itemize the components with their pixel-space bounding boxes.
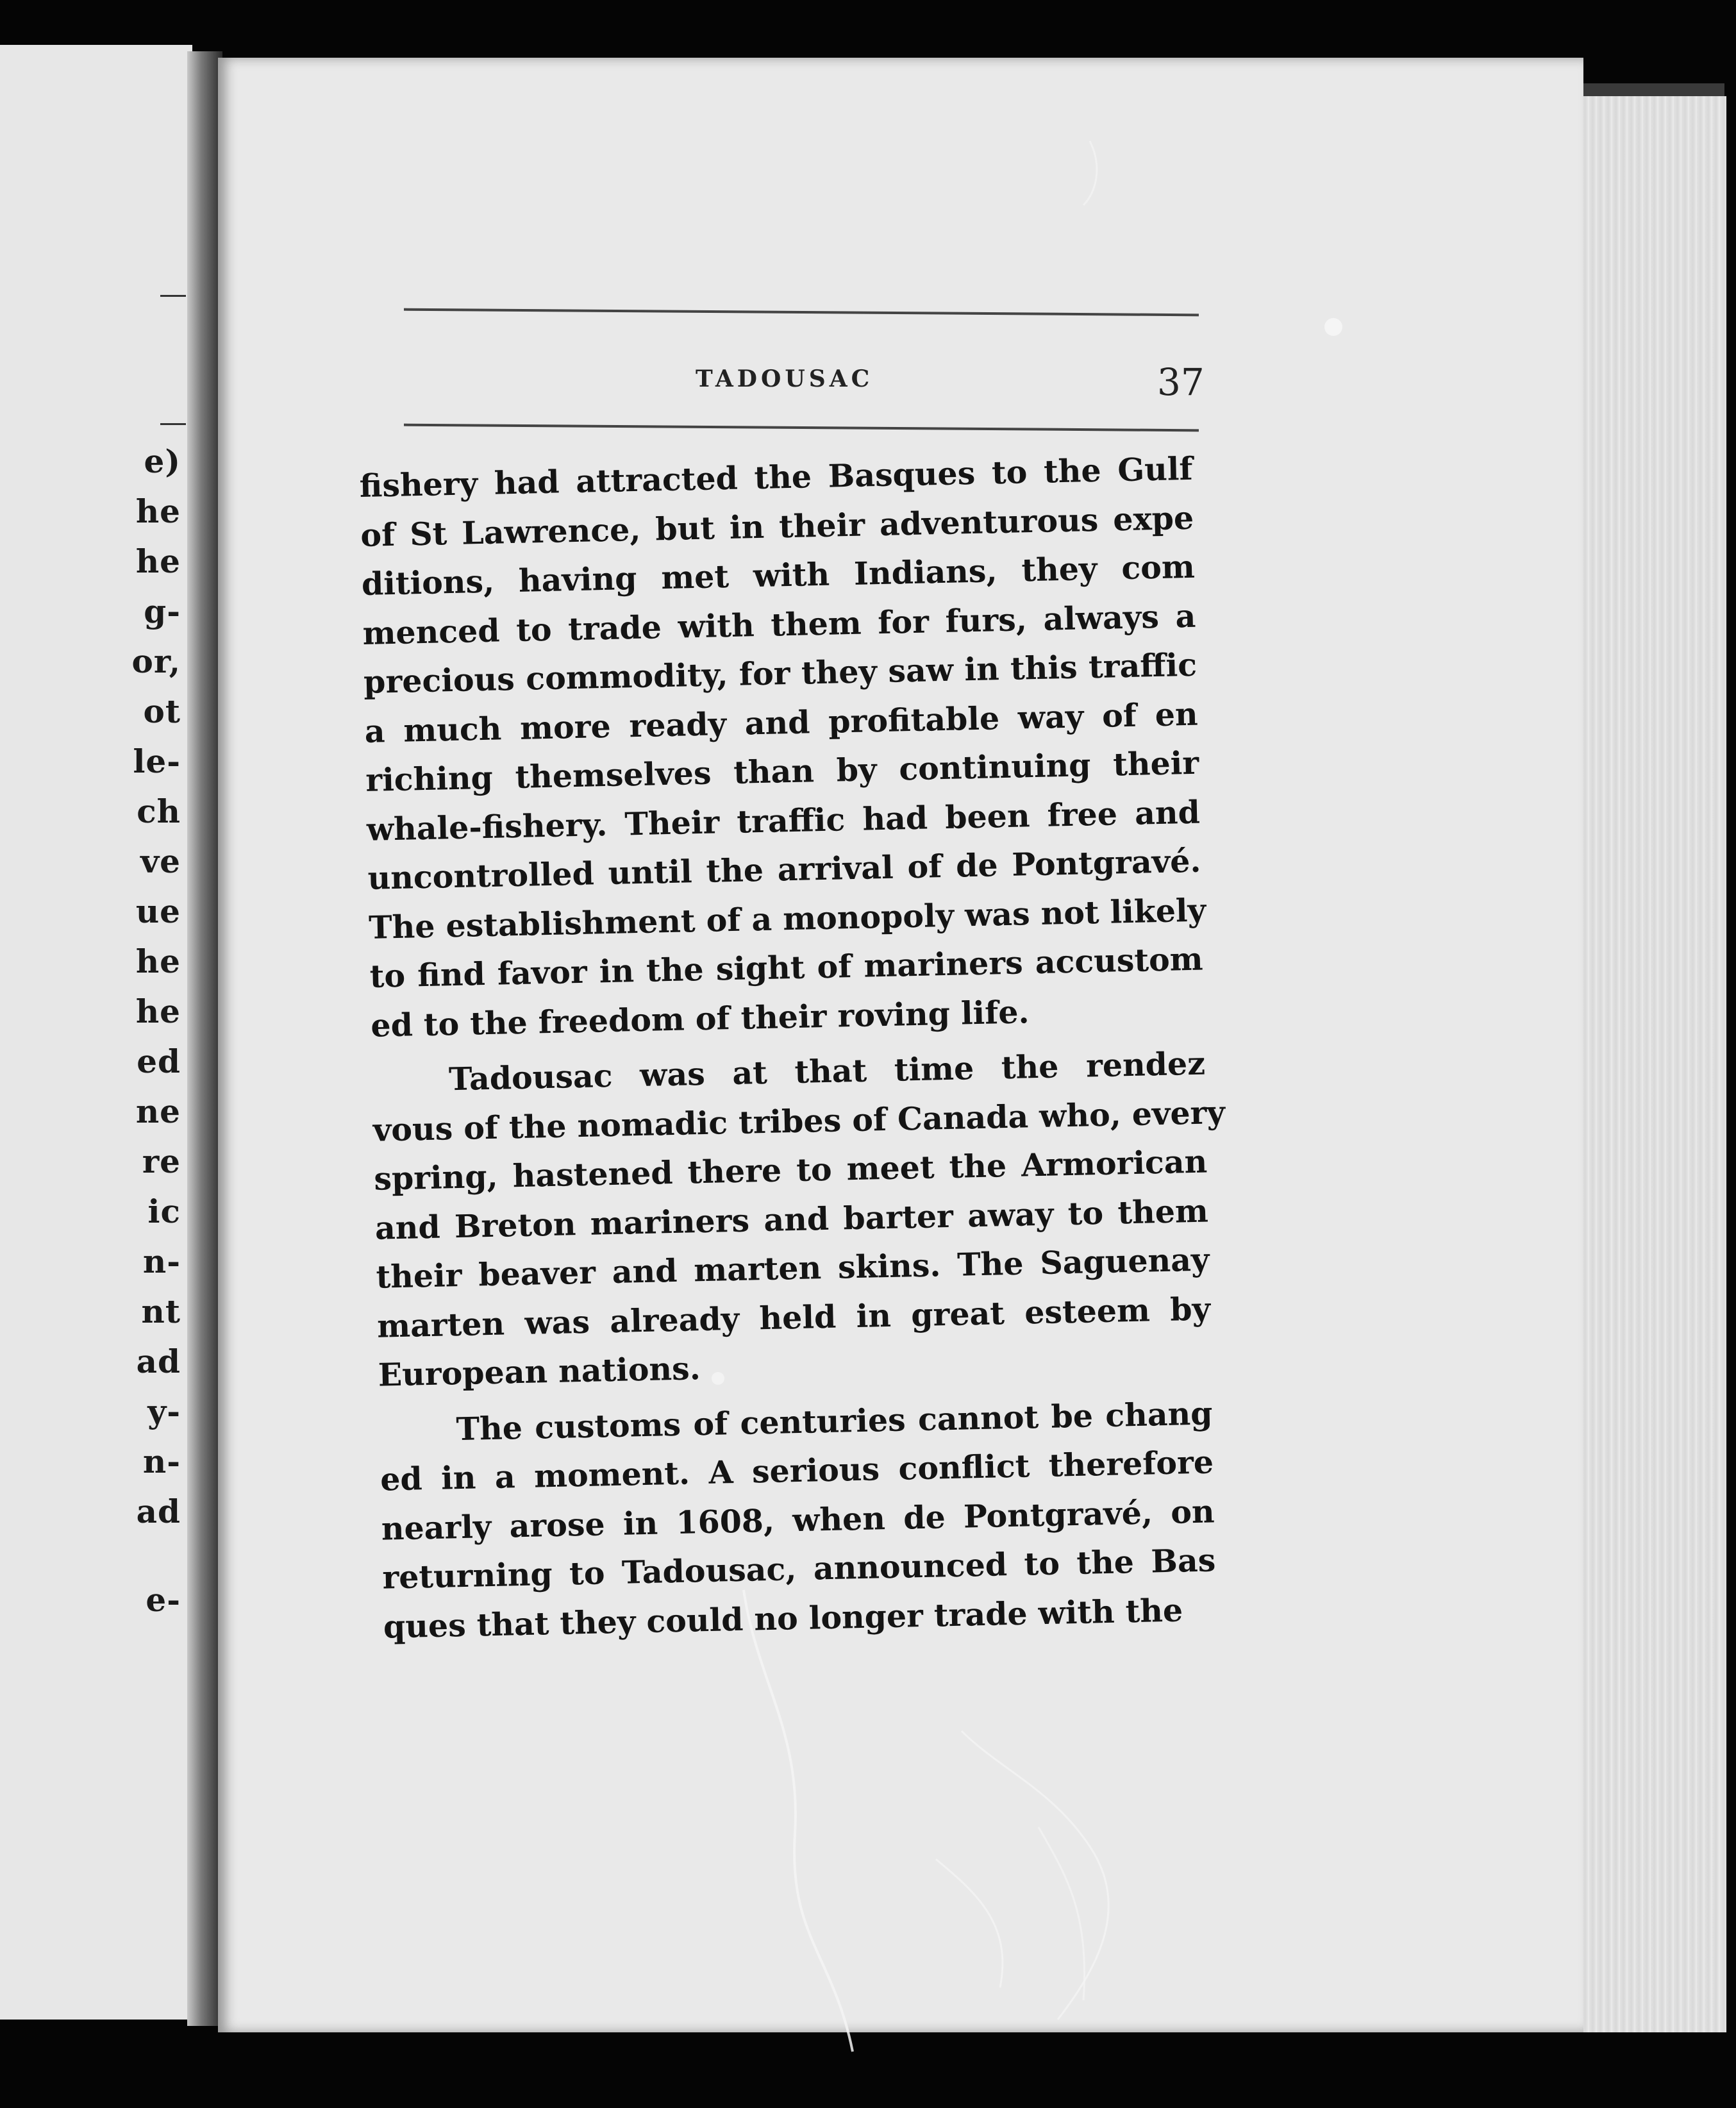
left-page-fragment: ad — [136, 1343, 181, 1380]
body-text — [359, 444, 1226, 1652]
left-page-fragment: he — [135, 992, 181, 1030]
left-page-fragment: ve — [140, 842, 181, 880]
left-page-fragment: ne — [135, 1092, 181, 1130]
left-page-fragment: ue — [135, 892, 181, 930]
left-page-fragment: n- — [142, 1242, 181, 1280]
left-page-fragment: ed — [137, 1042, 181, 1080]
left-page-fragment: y- — [147, 1393, 181, 1430]
left-page — [0, 45, 192, 2020]
body-text-line: riching themselves than by continuing their — [365, 744, 1199, 799]
body-text-line: marten was already held in great esteem by — [376, 1289, 1211, 1345]
left-page-fragment: g- — [144, 592, 181, 630]
body-text-line: ditions, having met with Indians, they com — [361, 548, 1196, 603]
body-text-line: ed to the freedom of their roving life. — [370, 992, 1030, 1044]
body-text-line: spring, hastened there to meet the Armorican — [373, 1142, 1208, 1198]
left-page-fragment: he — [135, 942, 181, 980]
body-text-line: precious commodity, for they saw in this traffic — [363, 646, 1198, 701]
body-text-line: a much more ready and profitable way of en — [364, 695, 1199, 750]
body-text-line: nearly arose in 1608, when de Pontgravé, on — [381, 1492, 1215, 1548]
left-page-fragment: nt — [141, 1292, 181, 1330]
left-page-rule — [160, 423, 186, 425]
left-page-fragment: n- — [142, 1443, 181, 1480]
left-page-fragment: ic — [147, 1192, 181, 1230]
body-text-line: ed in a moment. A serious conflict therefore — [380, 1443, 1214, 1498]
left-page-fragment: he — [135, 492, 181, 530]
left-page-fragment: le- — [133, 742, 181, 780]
page-number: 37 — [1157, 360, 1205, 404]
page-edges — [1564, 96, 1726, 2032]
left-page-fragment: he — [135, 542, 181, 580]
body-text-line: menced to trade with them for furs, always a — [362, 597, 1196, 652]
body-text-line: of St Lawrence, but in their adventurous expe — [360, 499, 1194, 554]
left-page-fragment: re — [142, 1142, 181, 1180]
body-text-line: returning to Tadousac, announced to the Bas — [381, 1541, 1216, 1596]
book-gutter — [187, 51, 222, 2026]
left-page-fragment: e- — [146, 1581, 181, 1619]
body-text-line: ques that they could no longer trade with the — [383, 1591, 1183, 1646]
body-text-line: to find favor in the sight of mariners accustom — [369, 940, 1204, 995]
left-page-fragment: e) — [144, 442, 181, 480]
body-text-line: European nations. — [378, 1350, 701, 1394]
left-page-rule — [160, 295, 186, 297]
left-page-fragment: ch — [137, 792, 181, 830]
body-text-line: whale-fishery. Their traffic had been free and — [366, 793, 1201, 848]
body-text-line: fishery had attracted the Basques to the Gulf — [359, 449, 1194, 505]
left-page-fragment: or, — [131, 642, 181, 680]
running-title: TADOUSAC — [696, 365, 874, 392]
left-page-fragment: ad — [136, 1493, 181, 1530]
body-text-line: uncontrolled until the arrival of de Pontgravé. — [367, 842, 1201, 897]
left-page-text-fragments — [0, 45, 186, 2020]
body-text-line: and Breton mariners and barter away to them — [374, 1192, 1209, 1247]
body-text-line: The establishment of a monopoly was not likely — [368, 891, 1206, 946]
body-text-line: vous of the nomadic tribes of Canada who, every — [372, 1093, 1226, 1149]
left-page-fragment: ot — [143, 692, 181, 730]
body-text-line: their beaver and marten skins. The Saguenay — [376, 1241, 1210, 1296]
body-text-line: The customs of centuries cannot be chang — [456, 1394, 1213, 1448]
body-text-line: Tadousac was at that time the rendez — [448, 1044, 1206, 1098]
